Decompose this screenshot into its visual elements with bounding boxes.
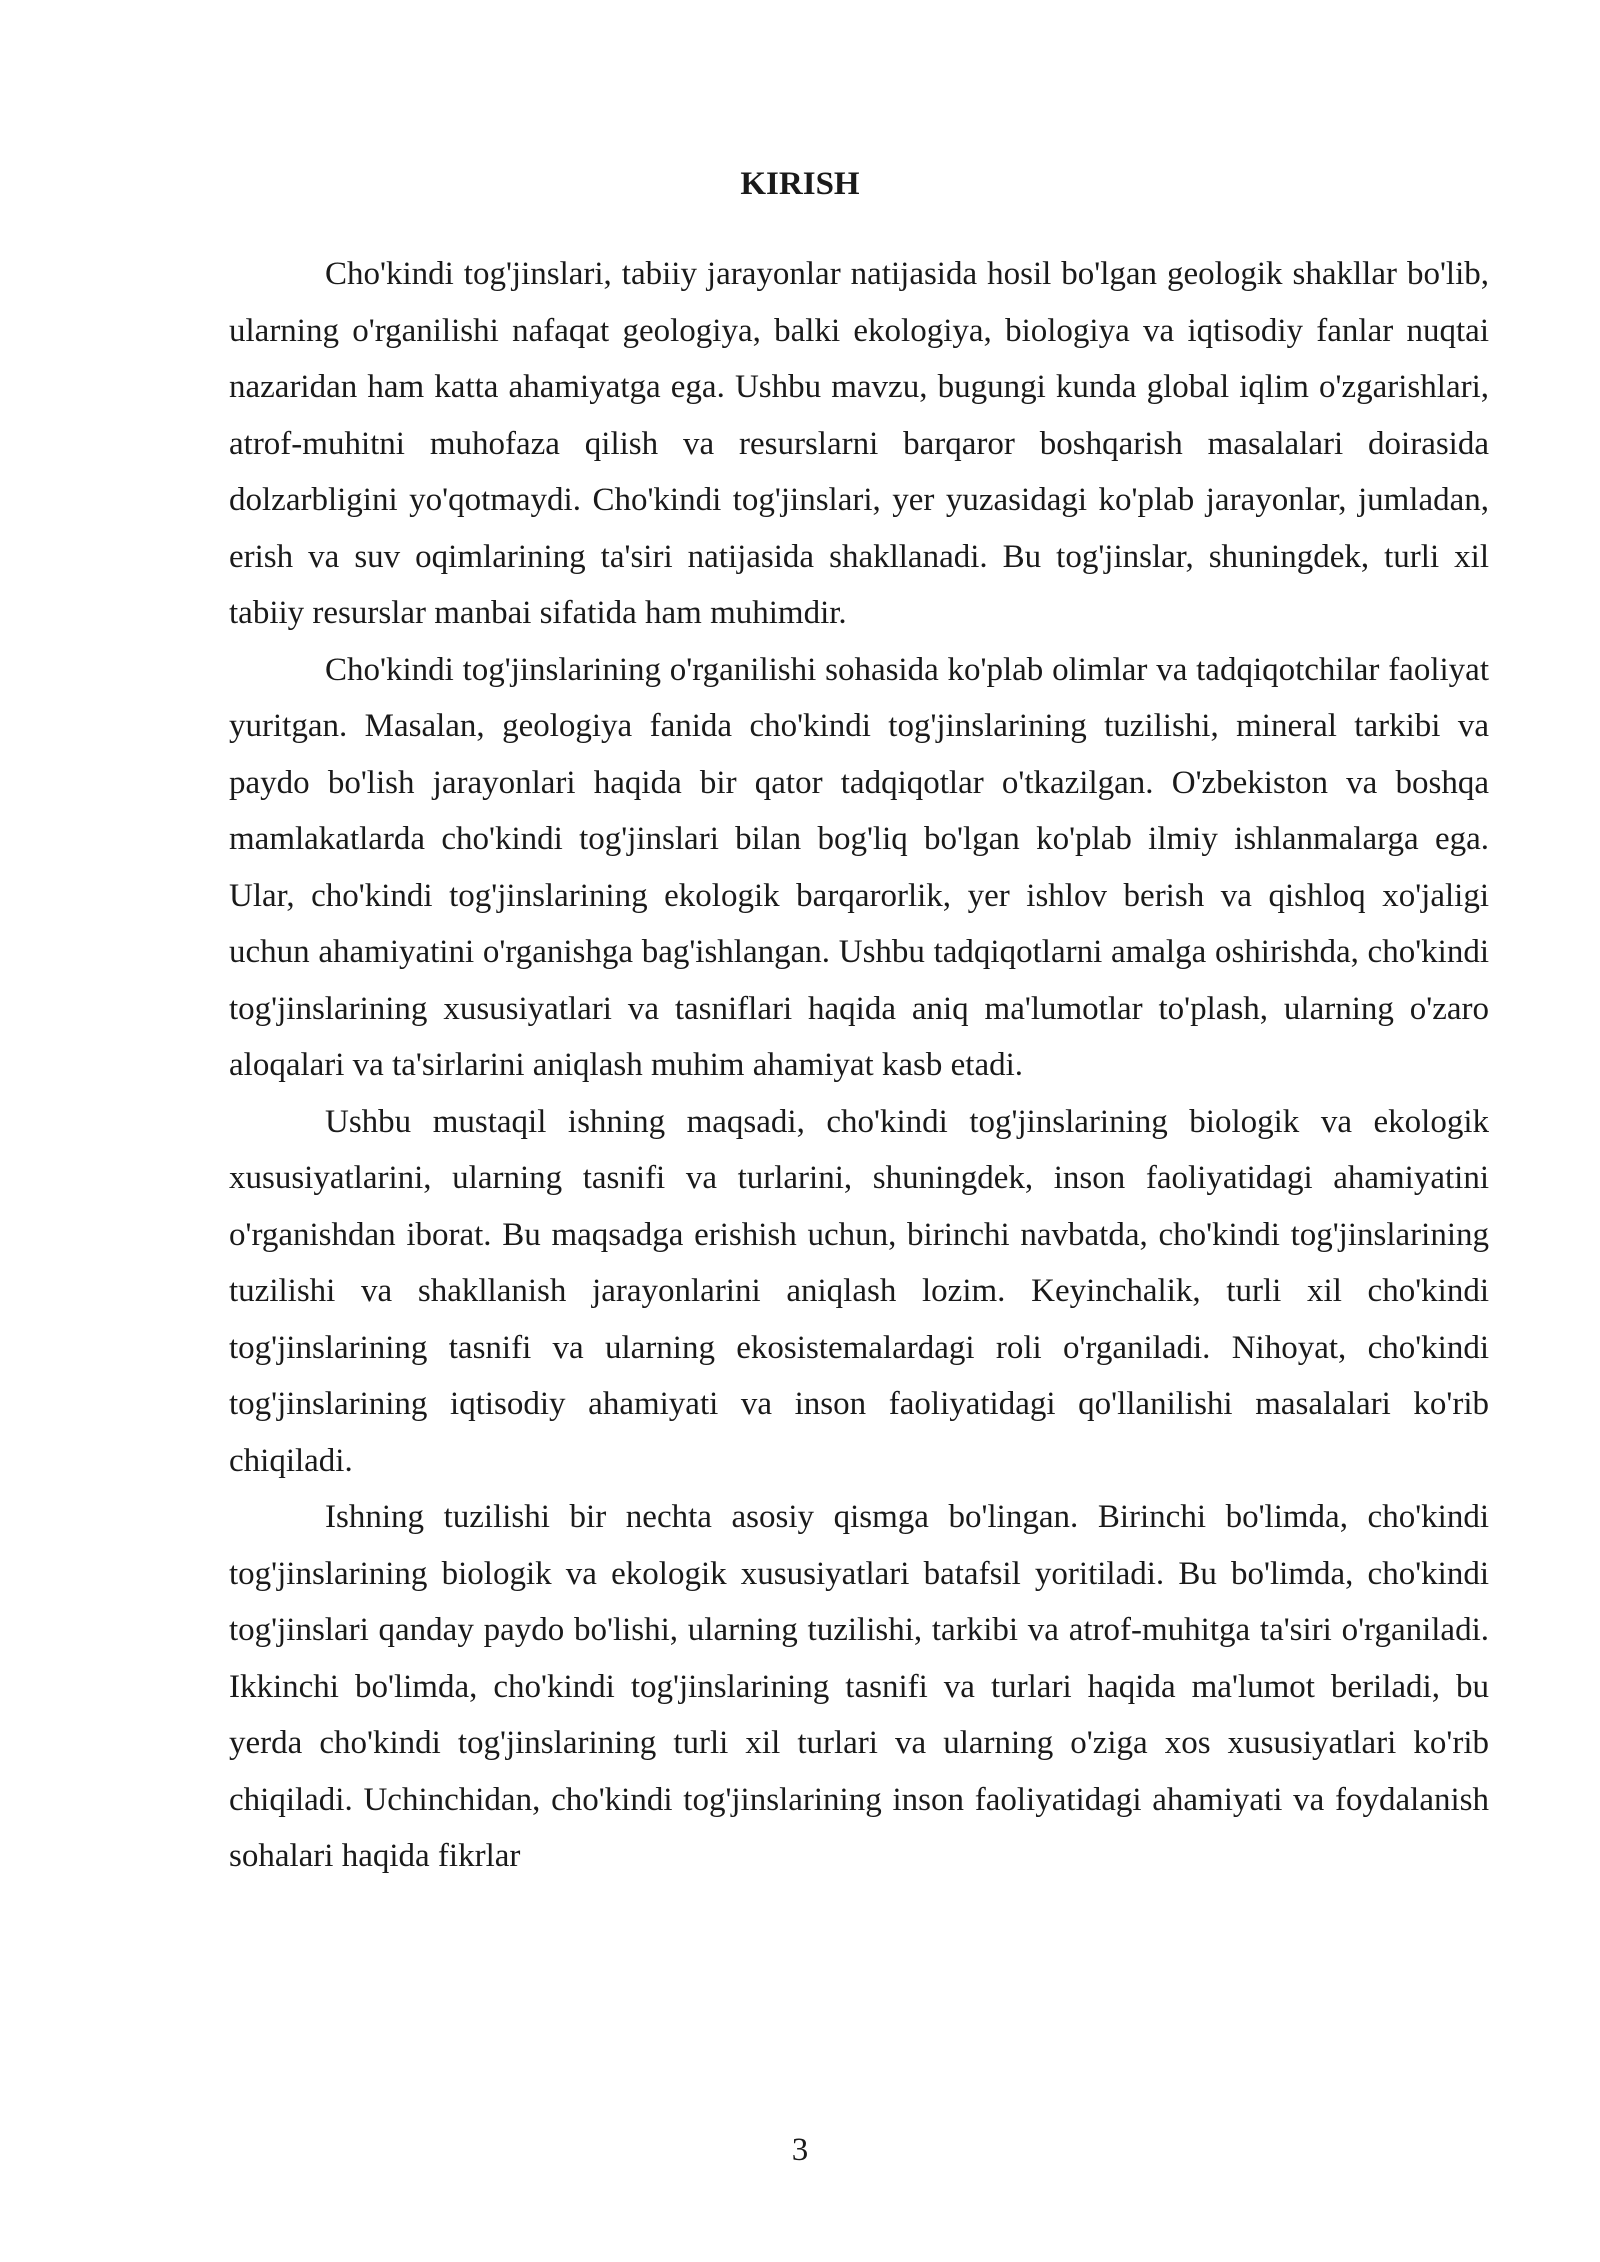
page-title: KIRISH — [740, 166, 860, 202]
paragraph-4: Ishning tuzilishi bir nechta asosiy qismga bo'lingan. Birinchi bo'limda, cho'kindi tog'jinslarining biologik va ekologik xususiyatlari batafsil yoritiladi. Bu bo'limda, cho'kindi tog'jinslari qanday paydo bo'lishi, ularning tuzilishi, tarkibi va atrof-muhitga ta'siri o'rganiladi. Ikkinchi bo'limda, cho'kindi tog'jinslarining tasnifi va turlari haqida ma'lumot beriladi, bu yerda cho'kindi tog'jinslarining turli xil turlari va ularning o'ziga xos xususiyatlari ko'rib chiqiladi. Uchinchidan, cho'kindi tog'jinslarining inson faoliyatidagi ahamiyati va foydalanish sohalari haqida fikrlar — [229, 1499, 1489, 1874]
paragraph-1: Cho'kindi tog'jinslari, tabiiy jarayonlar natijasida hosil bo'lgan geologik shakllar bo'lib, ularning o'rganilishi nafaqat geologiya, balki ekologiya, biologiya va iqtisodiy fanlar nuqtai nazaridan ham katta ahamiyatga ega. Ushbu mavzu, bugungi kunda global iqlim o'zgarishlari, atrof-muhitni muhofaza qilish va resurslarni barqaror boshqarish masalalari doirasida dolzarbligini yo'qotmaydi. Cho'kindi tog'jinslari, yer yuzasidagi ko'plab jarayonlar, jumladan, erish va suv oqimlarining ta'siri natijasida shakllanadi. Bu tog'jinslar, shuningdek, turli xil tabiiy resurslar manbai sifatida ham muhimdir. — [229, 256, 1489, 631]
body-text — [229, 246, 1489, 1885]
page-number: 3 — [791, 2132, 809, 2168]
paragraph-3: Ushbu mustaqil ishning maqsadi, cho'kindi tog'jinslarining biologik va ekologik xususiyatlarini, ularning tasnifi va turlarini, shuningdek, inson faoliyatidagi ahamiyatini o'rganishdan iborat. Bu maqsadga erishish uchun, birinchi navbatda, cho'kindi tog'jinslarining tuzilishi va shakllanish jarayonlarini aniqlash lozim. Keyinchalik, turli xil cho'kindi tog'jinslarining tasnifi va ularning ekosistemalardagi roli o'rganiladi. Nihoyat, cho'kindi tog'jinslarining iqtisodiy ahamiyati va inson faoliyatidagi qo'llanilishi masalalari ko'rib chiqiladi. — [229, 1103, 1489, 1479]
paragraph-2: Cho'kindi tog'jinslarining o'rganilishi sohasida ko'plab olimlar va tadqiqotchilar faoliyat yuritgan. Masalan, geologiya fanida cho'kindi tog'jinslarining tuzilishi, mineral tarkibi va paydo bo'lish jarayonlari haqida bir qator tadqiqotlar o'tkazilgan. O'zbekiston va boshqa mamlakatlarda cho'kindi tog'jinslari bilan bog'liq bo'lgan ko'plab ilmiy ishlanmalarga ega. Ular, cho'kindi tog'jinslarining ekologik barqarorlik, yer ishlov berish va qishloq xo'jaligi uchun ahamiyatini o'rganishga bag'ishlangan. Ushbu tadqiqotlarni amalga oshirishda, cho'kindi tog'jinslarining xususiyatlari va tasniflari haqida aniq ma'lumotlar to'plash, ularning o'zaro aloqalari va ta'sirlarini aniqlash muhim ahamiyat kasb etadi. — [229, 651, 1489, 1083]
